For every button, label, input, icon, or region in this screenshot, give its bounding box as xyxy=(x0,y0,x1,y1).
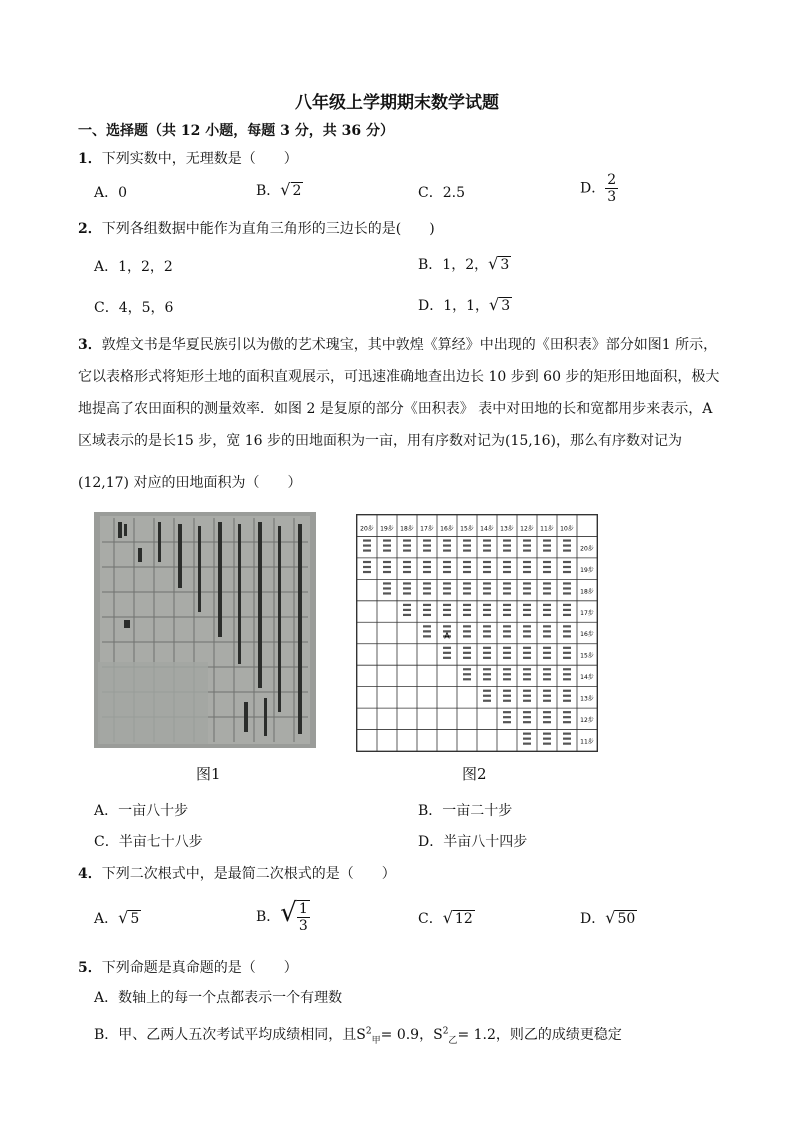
radical: √ 12 xyxy=(442,908,473,927)
page-title: 八年级上学期期末数学试题 xyxy=(295,93,499,113)
table-header-cell: 16步 xyxy=(440,525,454,533)
table-cell-text xyxy=(523,539,531,551)
table-header-cell: 15步 xyxy=(460,525,474,533)
table-cell-text xyxy=(503,647,511,659)
table-cell-text xyxy=(503,690,511,702)
table-cell-text xyxy=(483,539,491,551)
question-text: 下列命题是真命题的是（ ） xyxy=(101,960,298,976)
table-cell-text xyxy=(543,582,551,594)
table-header-cell: 11步 xyxy=(540,525,554,533)
table-cell-text xyxy=(563,711,571,723)
q5-option-a: A．数轴上的每一个点都表示一个有理数 xyxy=(94,990,343,1006)
table-cell-text xyxy=(483,647,491,659)
q3-option-d: D．半亩八十四步 xyxy=(418,834,528,850)
table-cell-text xyxy=(523,647,531,659)
option-label: B． xyxy=(256,183,281,199)
manuscript-image xyxy=(94,512,316,748)
table-cell-text xyxy=(523,604,531,616)
radical: √ 50 xyxy=(605,908,636,927)
table-cell-text xyxy=(463,582,471,594)
table-header-cell: 10步 xyxy=(560,525,574,533)
table-cell-text xyxy=(563,582,571,594)
table-cell-text xyxy=(523,561,531,573)
table-cell-text xyxy=(423,539,431,551)
table-cell-text xyxy=(363,561,371,573)
table-cell-text xyxy=(403,604,411,616)
table-cell-text xyxy=(543,647,551,659)
numerator: 2 xyxy=(607,172,617,188)
table-cell-text xyxy=(383,561,391,573)
table-cell-text xyxy=(443,647,451,659)
question-number: 4． xyxy=(78,866,102,882)
question-number: 2． xyxy=(78,221,102,237)
table-cell-text xyxy=(423,625,431,637)
table-cell-text xyxy=(563,625,571,637)
question-text: 下列二次根式中，是最简二次根式的是（ ） xyxy=(101,866,396,882)
table-row-label: 11步 xyxy=(580,738,594,746)
figure-1-manuscript-photo xyxy=(94,512,316,748)
table-cell-text xyxy=(543,604,551,616)
table-cell-text xyxy=(463,604,471,616)
square-exponent-2: 2 xyxy=(442,1026,449,1037)
radicand: 50 xyxy=(617,911,636,927)
question-number: 1． xyxy=(78,151,102,167)
question-1 xyxy=(78,148,298,168)
q2-option-b xyxy=(418,254,511,274)
subscript-jia: 甲 xyxy=(371,1035,381,1046)
option-label: B．1，2， xyxy=(418,257,489,273)
table-cell-text xyxy=(563,539,571,551)
question-5 xyxy=(78,957,298,977)
table-header-cell: 17步 xyxy=(420,525,434,533)
denominator: 3 xyxy=(607,189,617,205)
table-header-cell: 12步 xyxy=(520,525,534,533)
option-text: B．甲、乙两人五次考试平均成绩相同，且 xyxy=(94,1027,357,1043)
question-3-line-5: (12,17) 对应的田地面积为（ ） xyxy=(78,475,302,491)
fraction xyxy=(297,900,310,934)
q2-option-c: C．4，5，6 xyxy=(94,300,174,316)
q4-option-d xyxy=(580,908,637,928)
table-cell-text xyxy=(483,625,491,637)
table-cell-text xyxy=(463,561,471,573)
table-cell-text xyxy=(563,647,571,659)
question-3-line-3: 地提高了农田面积的测量效率．如图 2 是复原的部分《田积表》 表中对田地的长和宽都用步来表示，A xyxy=(78,401,713,417)
table-cell-text xyxy=(523,668,531,680)
table-cell-text xyxy=(543,561,551,573)
table-cell-text xyxy=(543,625,551,637)
table-row-label: 13步 xyxy=(580,695,594,703)
table-cell-text xyxy=(483,561,491,573)
table-header-cell: 19步 xyxy=(380,525,394,533)
question-2 xyxy=(78,218,435,238)
table-row-label: 12步 xyxy=(580,717,594,725)
q1-option-c: C．2.5 xyxy=(418,185,465,201)
field-area-table xyxy=(357,515,597,751)
table-cell-text xyxy=(463,539,471,551)
radical: √ 5 xyxy=(118,908,140,927)
q4-option-c xyxy=(418,908,475,928)
table-cell-text xyxy=(483,690,491,702)
table-cell-text xyxy=(483,604,491,616)
radicand: 12 xyxy=(454,911,473,927)
question-text: 敦煌文书是华夏民族引以为傲的艺术瑰宝，其中敦煌《算经》中出现的《田积表》部分如图1 所示， xyxy=(101,337,718,353)
q3-option-c: C．半亩七十八步 xyxy=(94,834,203,850)
table-row-label: 15步 xyxy=(580,652,594,660)
option-label: B． xyxy=(256,909,281,925)
subscript-yi: 乙 xyxy=(448,1035,458,1046)
variance-symbol-2: S xyxy=(433,1027,443,1043)
question-3-line-2: 它以表格形式将矩形土地的面积直观展示，可迅速准确地查出边长 10 步到 60 步的矩形田地面积，极大 xyxy=(78,369,720,385)
option-label: D． xyxy=(580,180,606,197)
table-cell-text xyxy=(543,668,551,680)
option-label: A． xyxy=(94,911,119,927)
table-cell-text xyxy=(463,625,471,637)
table-cell-text xyxy=(523,690,531,702)
numerator: 1 xyxy=(298,901,308,917)
table-cell-text xyxy=(503,539,511,551)
q1-option-a: A．0 xyxy=(94,185,128,201)
radical: √ 3 xyxy=(489,295,511,314)
table-cell-text xyxy=(563,604,571,616)
table-cell-text xyxy=(523,582,531,594)
variance-value-1: = 0.9 xyxy=(380,1027,420,1043)
table-cell-text xyxy=(543,733,551,745)
table-cell-text xyxy=(483,582,491,594)
square-exponent-1: 2 xyxy=(365,1026,372,1037)
table-cell-text xyxy=(483,668,491,680)
table-cell-text xyxy=(503,668,511,680)
table-cell-text xyxy=(503,711,511,723)
table-cell-text xyxy=(363,539,371,551)
table-cell-text xyxy=(563,668,571,680)
question-3-line-4: 区域表示的是长15 步，宽 16 步的田地面积为一亩，用有序数对记为(15,16)，那么有序数对记为 xyxy=(78,433,682,449)
radicand: 2 xyxy=(292,183,302,199)
q1-option-d xyxy=(580,172,618,205)
q4-option-a xyxy=(94,908,141,928)
table-header-cell: 14步 xyxy=(480,525,494,533)
table-cell-text xyxy=(443,604,451,616)
radicand: 5 xyxy=(130,911,140,927)
table-cell-text xyxy=(503,625,511,637)
section-heading: 一、选择题（共 12 小题，每题 3 分，共 36 分） xyxy=(78,123,394,139)
q2-option-d xyxy=(418,295,512,315)
radicand: 3 xyxy=(501,298,511,314)
table-cell-text xyxy=(523,625,531,637)
question-text: 下列实数中，无理数是（ ） xyxy=(101,151,298,167)
table-cell-text xyxy=(423,604,431,616)
radical: √ $\frac{1}{3}$ xyxy=(280,898,308,934)
question-number: 3． xyxy=(78,337,102,353)
table-cell-text xyxy=(443,539,451,551)
table-cell-text xyxy=(563,733,571,745)
variance-symbol-1: S xyxy=(356,1027,366,1043)
option-label: C． xyxy=(418,911,443,927)
table-cell-text xyxy=(543,690,551,702)
radical: √ 3 xyxy=(488,254,510,273)
denominator: 3 xyxy=(298,918,308,934)
question-3-line-1 xyxy=(78,334,717,354)
variance-value-2: = 1.2 xyxy=(457,1027,496,1043)
figure-1-caption: 图1 xyxy=(196,765,221,783)
table-cell-text xyxy=(403,539,411,551)
table-row-label: 20步 xyxy=(580,545,594,553)
table-cell-text xyxy=(563,561,571,573)
table-cell-text xyxy=(443,582,451,594)
q3-option-b: B．一亩二十步 xyxy=(418,803,513,819)
table-cell-text xyxy=(383,582,391,594)
table-row-label: 19步 xyxy=(580,566,594,574)
table-cell-text xyxy=(423,582,431,594)
table-row-label: 14步 xyxy=(580,674,594,682)
table-cell-text xyxy=(443,561,451,573)
table-cell-text xyxy=(543,539,551,551)
q2-option-a: A．1，2，2 xyxy=(94,259,173,275)
q1-option-b xyxy=(256,180,303,200)
table-cell-text xyxy=(463,647,471,659)
table-row-label: 18步 xyxy=(580,588,594,596)
question-text: 下列各组数据中能作为直角三角形的三边长的是( ) xyxy=(101,221,435,237)
q5-option-b: B．甲、乙两人五次考试平均成绩相同，且$S^2_甲= 0.9$，$S^2_乙= 1.2$，则乙的成绩更稳定 xyxy=(94,1026,622,1046)
table-cell-text xyxy=(523,711,531,723)
table-mark-a: A xyxy=(444,631,450,641)
q3-option-a: A．一亩八十步 xyxy=(94,803,189,819)
table-cell-text xyxy=(403,561,411,573)
table-header-cell: 18步 xyxy=(400,525,414,533)
question-4 xyxy=(78,863,396,883)
figure-2-caption: 图2 xyxy=(462,765,487,783)
table-cell-text xyxy=(403,582,411,594)
table-row-label: 16步 xyxy=(580,631,594,639)
q4-option-b xyxy=(256,898,310,934)
table-cell-text xyxy=(423,561,431,573)
radical: √ 2 xyxy=(280,180,302,199)
table-row-label: 17步 xyxy=(580,609,594,617)
table-cell-text xyxy=(503,604,511,616)
table-cell-text xyxy=(543,711,551,723)
table-cell-text xyxy=(503,561,511,573)
table-cell-text xyxy=(563,690,571,702)
figure-2-field-table xyxy=(356,514,598,752)
option-label: D． xyxy=(580,911,606,927)
option-label: D．1，1， xyxy=(418,298,490,314)
option-text-end: ，则乙的成绩更稳定 xyxy=(495,1027,622,1043)
table-cell-text xyxy=(463,668,471,680)
table-header-cell: 13步 xyxy=(500,525,514,533)
table-cell-text xyxy=(383,539,391,551)
radicand: 3 xyxy=(500,257,510,273)
question-number: 5． xyxy=(78,960,102,976)
table-cell-text xyxy=(523,733,531,745)
fraction xyxy=(605,172,618,205)
table-cell-text xyxy=(503,582,511,594)
table-header-cell: 20步 xyxy=(360,525,374,533)
